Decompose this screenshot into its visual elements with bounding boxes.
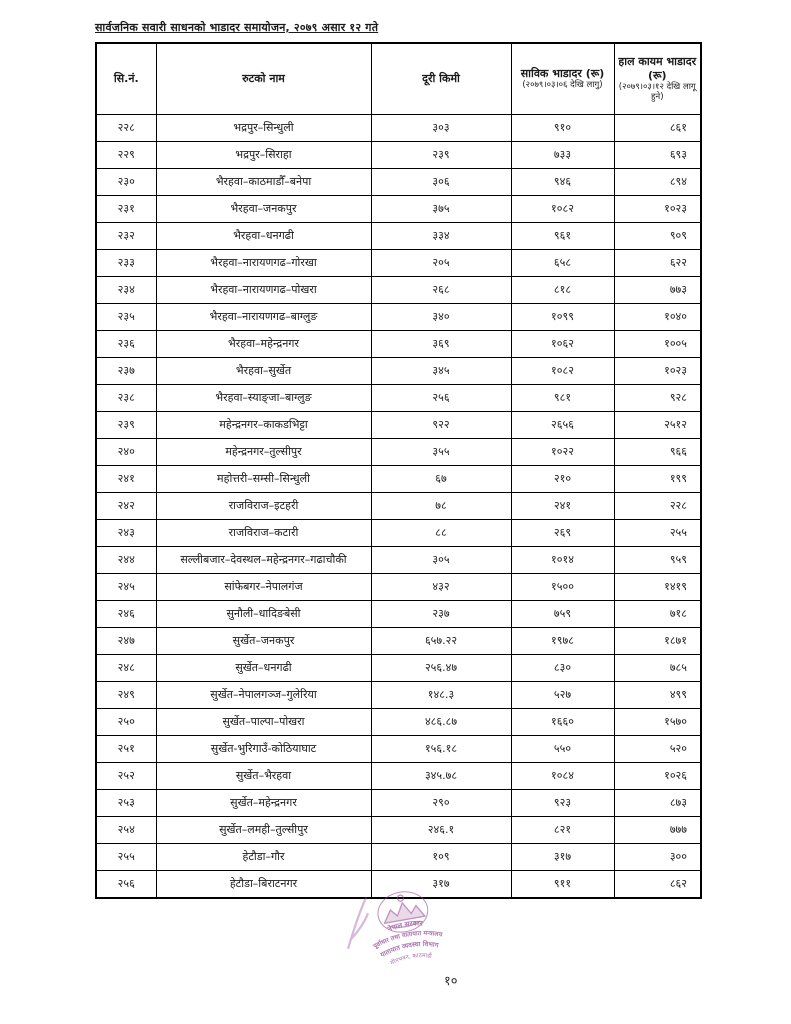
row-distance: २३७ [371, 601, 511, 628]
fare-table [95, 42, 702, 899]
svg-text:नेपाल सरकार [385, 917, 425, 934]
row-old-fare: ९४६ [511, 169, 614, 196]
row-new-fare: ६२२ [614, 250, 701, 277]
row-distance: ३०६ [371, 169, 511, 196]
row-new-fare: ८९४ [614, 169, 701, 196]
row-new-fare: १०२३ [614, 358, 701, 385]
row-new-fare: १०२६ [614, 763, 701, 790]
document-title: सार्वजनिक सवारी साधनको भाडादर समायोजन, २०७९ असार १२ गते [95, 21, 379, 34]
row-route-name: भैरहवा–सुर्खेत [156, 358, 371, 385]
row-distance: ३०५ [371, 547, 511, 574]
row-route-name: सल्लीबजार–देवस्थल–महेन्द्रनगर–गढाचौकी [156, 547, 371, 574]
row-serial: २२८ [96, 115, 156, 142]
row-new-fare: ८६२ [614, 871, 701, 899]
row-old-fare: १९७८ [511, 628, 614, 655]
row-serial: २५१ [96, 736, 156, 763]
row-distance: २५६.४७ [371, 655, 511, 682]
table-row [96, 655, 701, 682]
row-old-fare: १५०० [511, 574, 614, 601]
row-old-fare: १०२२ [511, 439, 614, 466]
table-row [96, 169, 701, 196]
row-old-fare: २६५६ [511, 412, 614, 439]
table-row [96, 412, 701, 439]
row-route-name: भैरहवा–धनगढी [156, 223, 371, 250]
row-route-name: महेन्द्रनगर–काकडभिट्टा [156, 412, 371, 439]
row-new-fare: ८७३ [614, 790, 701, 817]
svg-text:यातायात व्यवस्था विभाग [377, 936, 441, 960]
table-row [96, 763, 701, 790]
header-old-fare-note: (२०७९।०३।०६ देखि लागु) [522, 80, 603, 91]
row-distance: ३४५.७८ [371, 763, 511, 790]
header-route: रुटको नाम [156, 43, 371, 115]
row-serial: २३७ [96, 358, 156, 385]
row-old-fare: ९६१ [511, 223, 614, 250]
row-route-name: हेटौडा–गौर [156, 844, 371, 871]
row-serial: २४९ [96, 682, 156, 709]
header-new-fare-title: हाल कायम भाडादर (रू) [618, 54, 697, 82]
row-new-fare: १९९ [614, 466, 701, 493]
row-new-fare: १४१९ [614, 574, 701, 601]
table-row [96, 358, 701, 385]
row-serial: २५४ [96, 817, 156, 844]
table-row [96, 871, 701, 899]
row-distance: ३०३ [371, 115, 511, 142]
row-serial: २३१ [96, 196, 156, 223]
row-distance: ४८६.८७ [371, 709, 511, 736]
table-row [96, 385, 701, 412]
row-old-fare: ९८१ [511, 385, 614, 412]
row-distance: ७८ [371, 493, 511, 520]
table-row [96, 250, 701, 277]
row-route-name: राजविराज–इटहरी [156, 493, 371, 520]
row-serial: २३८ [96, 385, 156, 412]
row-new-fare: २५५ [614, 520, 701, 547]
table-row [96, 277, 701, 304]
row-new-fare: ९५९ [614, 547, 701, 574]
row-old-fare: ६५८ [511, 250, 614, 277]
row-old-fare: १०८२ [511, 196, 614, 223]
table-row [96, 628, 701, 655]
row-distance: ९२२ [371, 412, 511, 439]
row-route-name: सुर्खेत–जनकपुर [156, 628, 371, 655]
header-distance: दूरी किमी [371, 43, 511, 115]
row-serial: २४७ [96, 628, 156, 655]
row-distance: ३४० [371, 304, 511, 331]
row-distance: ३३४ [371, 223, 511, 250]
row-new-fare: ६९३ [614, 142, 701, 169]
row-new-fare: ४९९ [614, 682, 701, 709]
row-old-fare: १०६२ [511, 331, 614, 358]
row-new-fare: २२८ [614, 493, 701, 520]
row-route-name: सुर्खेत–नेपालगञ्ज–गुलेरिया [156, 682, 371, 709]
row-old-fare: १०९९ [511, 304, 614, 331]
row-route-name: सुर्खेत–पाल्पा–पोखरा [156, 709, 371, 736]
row-old-fare: १०८४ [511, 763, 614, 790]
row-distance: १४८.३ [371, 682, 511, 709]
header-new-fare-note: (२०७९।०३।१२ देखि लागू हुने) [618, 82, 696, 103]
row-distance: ३६९ [371, 331, 511, 358]
row-old-fare: ७३३ [511, 142, 614, 169]
row-distance: ३१७ [371, 871, 511, 899]
header-old-fare [511, 43, 614, 115]
row-new-fare: ५२० [614, 736, 701, 763]
row-serial: २२९ [96, 142, 156, 169]
row-route-name: भैरहवा–महेन्द्रनगर [156, 331, 371, 358]
table-row [96, 574, 701, 601]
row-old-fare: ९२३ [511, 790, 614, 817]
row-old-fare: ८३० [511, 655, 614, 682]
row-serial: २५२ [96, 763, 156, 790]
row-old-fare: ९१० [511, 115, 614, 142]
table-row [96, 790, 701, 817]
row-distance: १५६.१८ [371, 736, 511, 763]
row-route-name: भैरहवा–काठमाडौँ–बनेपा [156, 169, 371, 196]
table-row [96, 520, 701, 547]
row-old-fare: १६६० [511, 709, 614, 736]
header-old-fare-title: साविक भाडादर (रू) [520, 66, 605, 80]
table-row [96, 196, 701, 223]
row-route-name: सुनौली–धादिङबेसी [156, 601, 371, 628]
row-distance: ८८ [371, 520, 511, 547]
table-row [96, 736, 701, 763]
row-route-name: महेन्द्रनगर–तुल्सीपुर [156, 439, 371, 466]
row-distance: २६८ [371, 277, 511, 304]
row-new-fare: ३०० [614, 844, 701, 871]
row-distance: ६५७.२२ [371, 628, 511, 655]
row-route-name: सुर्खेत–लमही–तुल्सीपुर [156, 817, 371, 844]
row-old-fare: १०१४ [511, 547, 614, 574]
row-distance: २३९ [371, 142, 511, 169]
signature-stroke [340, 898, 374, 948]
row-new-fare: १८७१ [614, 628, 701, 655]
table-row [96, 304, 701, 331]
row-serial: २४५ [96, 574, 156, 601]
row-route-name: भैरहवा–जनकपुर [156, 196, 371, 223]
row-old-fare: २४१ [511, 493, 614, 520]
row-serial: २५० [96, 709, 156, 736]
table-row [96, 142, 701, 169]
row-route-name: भैरहवा–नारायणगढ–पोखरा [156, 277, 371, 304]
table-row [96, 817, 701, 844]
row-old-fare: २६९ [511, 520, 614, 547]
row-old-fare: ८२१ [511, 817, 614, 844]
row-old-fare: ८१८ [511, 277, 614, 304]
svg-text:पूर्वाधार तथा यातायात मन्त्राल [370, 925, 444, 951]
row-distance: ३५५ [371, 439, 511, 466]
header-new-fare [614, 43, 701, 115]
row-distance: ३७५ [371, 196, 511, 223]
header-serial: सि.नं. [96, 43, 156, 115]
table-row [96, 601, 701, 628]
stamp-line-3: यातायात व्यवस्था विभाग [378, 940, 440, 960]
row-distance: २४६.१ [371, 817, 511, 844]
row-route-name: सांफेबगर–नेपालगंज [156, 574, 371, 601]
government-stamp [338, 886, 470, 974]
row-route-name: सुर्खेत–महेन्द्रनगर [156, 790, 371, 817]
stamp-line-2: पूर्वाधार तथा यातायात मन्त्रालय [372, 930, 443, 951]
row-serial: २४० [96, 439, 156, 466]
row-new-fare: १५७० [614, 709, 701, 736]
row-old-fare: २१० [511, 466, 614, 493]
row-old-fare: ९११ [511, 871, 614, 899]
table-header [96, 43, 701, 115]
row-serial: २४४ [96, 547, 156, 574]
table-row [96, 844, 701, 871]
row-serial: २५६ [96, 871, 156, 899]
row-new-fare: ७८५ [614, 655, 701, 682]
row-route-name: सुर्खेत-भुरिगाउँ-कोठियाघाट [156, 736, 371, 763]
row-new-fare: ८६१ [614, 115, 701, 142]
row-serial: २३४ [96, 277, 156, 304]
row-old-fare: ३१७ [511, 844, 614, 871]
row-route-name: हेटौडा–बिराटनगर [156, 871, 371, 899]
table-body [96, 115, 701, 899]
row-old-fare: ७५९ [511, 601, 614, 628]
row-distance: ४३२ [371, 574, 511, 601]
row-serial: २४२ [96, 493, 156, 520]
row-old-fare: ५५० [511, 736, 614, 763]
row-serial: २३० [96, 169, 156, 196]
stamp-line-4: मीनभवन, काठमाडौं [389, 953, 432, 967]
row-distance: २०५ [371, 250, 511, 277]
table-row [96, 682, 701, 709]
row-distance: ६७ [371, 466, 511, 493]
table-row [96, 331, 701, 358]
row-route-name: भैरहवा–स्याङ्जा–बाग्लुङ [156, 385, 371, 412]
row-serial: २३३ [96, 250, 156, 277]
row-route-name: भैरहवा–नारायणगढ–बाग्लुङ [156, 304, 371, 331]
row-serial: २५३ [96, 790, 156, 817]
row-serial: २४६ [96, 601, 156, 628]
row-old-fare: ५२७ [511, 682, 614, 709]
row-serial: २३६ [96, 331, 156, 358]
row-route-name: भद्रपुर–सिराहा [156, 142, 371, 169]
table-row [96, 115, 701, 142]
page-number: १० [444, 974, 458, 989]
row-route-name: राजविराज–कटारी [156, 520, 371, 547]
row-distance: ३४५ [371, 358, 511, 385]
row-serial: २३५ [96, 304, 156, 331]
row-serial: २५५ [96, 844, 156, 871]
row-serial: २३९ [96, 412, 156, 439]
row-distance: २९० [371, 790, 511, 817]
row-new-fare: २५१२ [614, 412, 701, 439]
svg-text:मीनभवन, काठमाडौं [389, 950, 434, 967]
row-route-name: भैरहवा–नारायणगढ–गोरखा [156, 250, 371, 277]
table-row [96, 547, 701, 574]
row-new-fare: ७७३ [614, 277, 701, 304]
row-new-fare: १००५ [614, 331, 701, 358]
row-route-name: भद्रपुर–सिन्धुली [156, 115, 371, 142]
table-row [96, 709, 701, 736]
row-new-fare: ९६६ [614, 439, 701, 466]
row-serial: २३२ [96, 223, 156, 250]
row-serial: २४८ [96, 655, 156, 682]
table-row [96, 493, 701, 520]
row-new-fare: ९०९ [614, 223, 701, 250]
row-distance: १०९ [371, 844, 511, 871]
row-route-name: महोत्तरी–सम्सी–सिन्धुली [156, 466, 371, 493]
row-serial: २४१ [96, 466, 156, 493]
row-route-name: सुर्खेत–धनगढी [156, 655, 371, 682]
row-old-fare: १०८२ [511, 358, 614, 385]
row-serial: २४३ [96, 520, 156, 547]
table-row [96, 439, 701, 466]
row-new-fare: ७७७ [614, 817, 701, 844]
row-new-fare: ९२८ [614, 385, 701, 412]
row-distance: २५६ [371, 385, 511, 412]
stamp-line-1: नेपाल सरकार [386, 919, 423, 934]
row-new-fare: १०४० [614, 304, 701, 331]
row-new-fare: १०२३ [614, 196, 701, 223]
table-row [96, 466, 701, 493]
row-route-name: सुर्खेत–भैरहवा [156, 763, 371, 790]
row-new-fare: ७१८ [614, 601, 701, 628]
table-row [96, 223, 701, 250]
